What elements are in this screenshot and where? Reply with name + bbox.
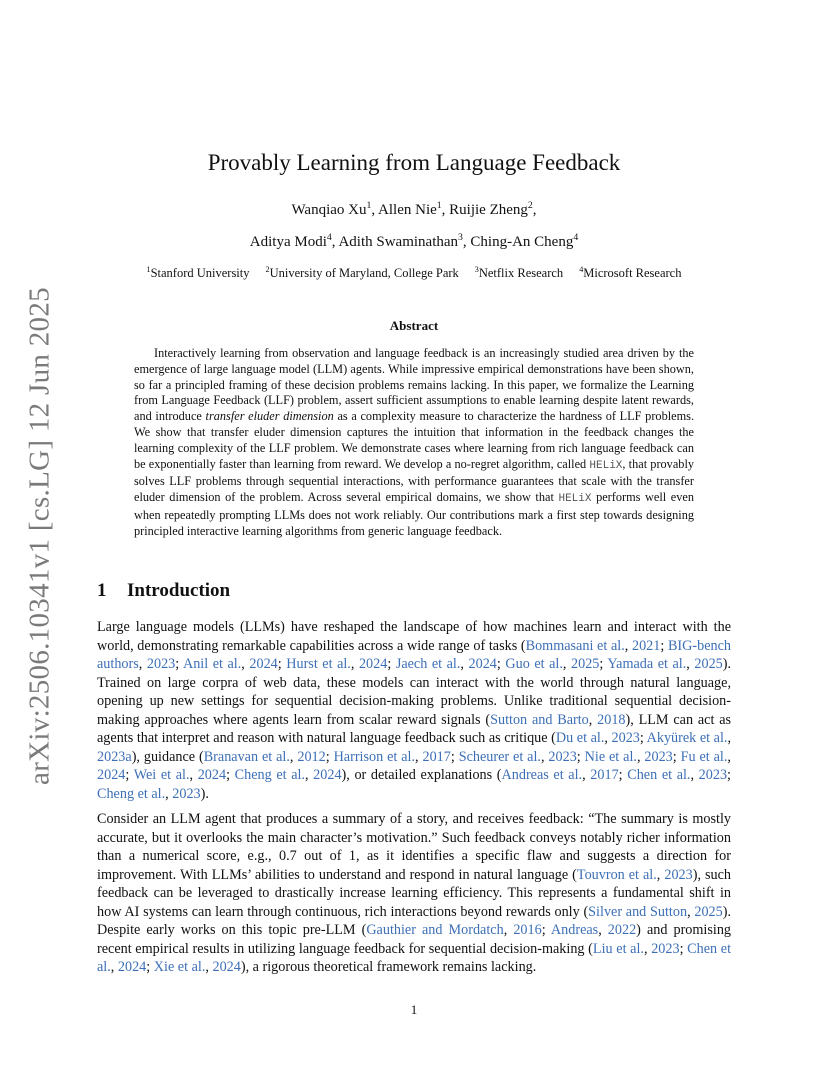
citation-link[interactable]: Yamada et al.	[607, 656, 687, 672]
paragraph-text: ;	[576, 748, 585, 765]
paragraph-text: ,	[415, 748, 423, 765]
abstract-text: Interactively learning from observation and language feedback is an increasingly studied area driven by the emergence of large language model (LLM) agents. While impressive empirical demonstrations have been shown, so far a principled framing of these decision problems remains lacking. In this paper, we formalize the Learning from Language Feedback (LLF) problem, assert sufficient assumptions to enable learning despite latent rewards, and introduce	[134, 346, 694, 424]
citation-link[interactable]: 2023	[651, 940, 680, 957]
paragraph-text: ,	[110, 959, 118, 975]
arxiv-stamp: arXiv:2506.10341v1 [cs.LG] 12 Jun 2025	[23, 287, 56, 785]
citation-link[interactable]: 2012	[297, 748, 326, 765]
citation-link[interactable]: Guo et al.	[505, 656, 563, 672]
citation-link[interactable]: Harrison et al.	[333, 748, 416, 765]
citation-link[interactable]: 2025	[694, 656, 723, 672]
citation-link[interactable]: 2022	[607, 922, 637, 938]
abstract-text: , that provably solves LLF problems through sequential interactions, with performance guarantees that scale with the transfer eluder dimension of the problem. Across several empirical domains, we show that	[134, 456, 695, 505]
paragraph-text: ;	[727, 767, 731, 783]
citation-link[interactable]: 2025	[694, 903, 723, 920]
paragraph-text: ;	[660, 637, 668, 654]
paragraph-text: ) and promising recent empirical results in utilizing language feedback for sequential decision-making (	[97, 922, 732, 957]
paragraph-text: Consider an LLM agent that produces a summary of a story, and receives feedback: “The summary is mostly accurate, but it overlooks the main character’s motivation.” Such feedback conveys notably richer information than a numerical score, e.g., 0.7 out of 1, as it identifies a specific flaw and suggests a direction for improvement. With LLMs’ abilities to understand and respond in natural language (	[97, 811, 731, 883]
paragraph-text: ;	[496, 656, 506, 672]
citation-link[interactable]: Bommasani et al.	[525, 637, 625, 654]
citation-link[interactable]: 2024	[197, 767, 227, 783]
paragraph-text: ).	[200, 785, 209, 802]
algorithm-name: HELiX	[589, 459, 623, 472]
affiliation-marker: 2	[265, 265, 270, 274]
algorithm-name: HELiX	[558, 493, 592, 506]
citation-link[interactable]: Cheng et al.	[97, 785, 166, 802]
paragraph-text: ,	[165, 785, 173, 802]
citation-link[interactable]: Branavan et al.	[203, 748, 290, 765]
paragraph-text: ,	[686, 656, 695, 672]
citation-link[interactable]: 2023	[172, 785, 201, 802]
citation-link[interactable]: Cheng et al.	[234, 767, 305, 783]
citation-link[interactable]: Fu et al.	[680, 748, 728, 765]
paragraph-text: ;	[450, 748, 459, 765]
paragraph-text: ,	[636, 748, 645, 765]
affiliation	[579, 266, 681, 280]
paragraph-text: ,	[138, 656, 147, 672]
citation-link[interactable]: 2024	[313, 767, 342, 783]
intro-paragraph-1	[97, 618, 731, 803]
citation-link[interactable]: Gauthier and Mordatch	[366, 922, 504, 938]
affiliation	[266, 266, 459, 280]
citation-link[interactable]: 2023	[611, 730, 640, 746]
citation-link[interactable]: 2023	[698, 767, 728, 783]
citation-link[interactable]: 2023	[664, 866, 693, 883]
paragraph-text: ;	[639, 730, 647, 746]
author-separator: ,	[441, 202, 450, 218]
affiliation-name: Netflix Research	[478, 266, 564, 281]
citation-link[interactable]: 2024	[212, 959, 241, 975]
intro-paragraph-2	[97, 810, 731, 977]
abstract-text: performs well even when repeatedly prompting LLMs does not work reliably. Our contributions mark a first step towards designing principled interactive learning algorithms from generic language feedback.	[134, 490, 695, 538]
paragraph-text: ,	[656, 866, 665, 883]
citation-link[interactable]: 2023	[146, 656, 176, 672]
paragraph-text: ,	[460, 656, 469, 672]
paper-title: Provably Learning from Language Feedback	[207, 150, 621, 175]
citation-link[interactable]: Andreas	[550, 922, 599, 938]
citation-link[interactable]: 2024	[358, 656, 388, 672]
citation-link[interactable]: 2024	[468, 656, 497, 672]
citation-link[interactable]: 2024	[117, 959, 147, 975]
author-affiliation-marker: 3	[458, 232, 463, 243]
citation-link[interactable]: Du et al.	[555, 730, 605, 746]
paragraph-text: ;	[277, 656, 287, 672]
paragraph-text: ,	[690, 767, 699, 783]
author-name: Allen Nie	[378, 202, 437, 218]
paragraph-text: ,	[727, 730, 731, 746]
paragraph-text: ,	[624, 637, 632, 654]
paragraph-text: ,	[604, 730, 612, 746]
citation-link[interactable]: 2017	[422, 748, 451, 765]
paragraph-text: ;	[146, 959, 154, 975]
paragraph-text: ;	[672, 748, 681, 765]
citation-link[interactable]: Nie et al.	[584, 748, 637, 765]
page-number: 1	[410, 1002, 418, 1017]
paragraph-text: ), LLM can act as agents that interpret and reason with natural language feedback such as critique (	[97, 711, 732, 746]
citation-link[interactable]: Jaech et al.	[395, 656, 461, 672]
affiliation-marker: 1	[146, 265, 151, 274]
citation-link[interactable]: 2017	[590, 767, 619, 783]
affiliation-name: Microsoft Research	[583, 266, 682, 281]
abstract-text: as a complexity measure to characterize the hardness of LLF problems. We show that transfer eluder dimension captures the intuition that information in the feedback changes the learning complexity of the LLF problem. We demonstrate cases where learning from rich language feedback can be exponentially faster than learning from reward. We develop a no-regret algorithm, called	[134, 409, 695, 471]
paragraph-text: ,	[727, 748, 731, 765]
citation-link[interactable]: 2024	[249, 656, 278, 672]
author-affiliation-marker: 4	[326, 232, 332, 243]
author-name: Ching-An Cheng	[470, 234, 574, 250]
section-number: 1	[97, 580, 107, 601]
author-separator: ,	[462, 234, 471, 250]
paragraph-text: ;	[679, 940, 688, 957]
paragraph-text: ;	[325, 748, 334, 765]
paragraph-text: ), a rigorous theoretical framework remains lacking.	[240, 959, 537, 975]
affiliation-marker: 3	[474, 265, 479, 274]
abstract-body	[134, 346, 694, 540]
author-affiliation-marker: 2	[527, 200, 533, 211]
affiliation	[475, 266, 563, 280]
citation-link[interactable]: Anil et al.	[182, 656, 242, 672]
author-affiliation-marker: 1	[366, 200, 372, 211]
citation-link[interactable]: Chen et al.	[97, 940, 732, 975]
citation-link[interactable]: 2023	[548, 748, 577, 765]
paragraph-text: ,	[562, 656, 571, 672]
citation-link[interactable]: Sutton and Barto	[490, 711, 589, 728]
paragraph-text: ). Trained on large corpra of web data, these models can interact with the world through natural language, opening up new settings for sequential decision-making problems. Unlike traditional sequential decision-making approaches where agents learn from scalar reward signals (	[97, 656, 732, 728]
paragraph-text: ;	[599, 656, 608, 672]
author-separator: ,	[331, 234, 339, 250]
author-affiliation-marker: 4	[573, 232, 579, 243]
paragraph-text: ,	[582, 767, 591, 783]
author-name: Adith Swaminathan	[338, 234, 459, 250]
citation-link[interactable]: Wei et al.	[133, 767, 190, 783]
paragraph-text: ,	[241, 656, 250, 672]
paragraph-text: ;	[387, 656, 396, 672]
author-name: Ruijie Zheng	[449, 202, 528, 218]
citation-link[interactable]: Andreas et al.	[501, 767, 583, 783]
citation-link[interactable]: Hurst et al.	[286, 656, 351, 672]
author-name: Wanqiao Xu	[291, 202, 367, 218]
citation-link[interactable]: BIG-bench authors	[97, 637, 731, 672]
citation-link[interactable]: 2021	[631, 637, 661, 654]
paragraph-text: ;	[618, 767, 628, 783]
author-separator: ,	[371, 202, 379, 218]
paragraph-text: Large language models (LLMs) have reshaped the landscape of how machines learn and interact with the world, demonstrating remarkable capabilities across a wide range of tasks (	[97, 619, 731, 654]
paragraph-text: ;	[541, 922, 551, 938]
citation-link[interactable]: Touvron et al.	[576, 866, 657, 883]
author-separator: ,	[532, 202, 537, 218]
citation-link[interactable]: 2024	[97, 767, 126, 783]
citation-link[interactable]: 2023	[644, 748, 673, 765]
citation-link[interactable]: 2016	[513, 922, 542, 938]
citation-link[interactable]: Scheurer et al.	[458, 748, 541, 765]
abstract-heading: Abstract	[389, 318, 439, 333]
paragraph-text: ;	[175, 656, 183, 672]
paragraph-text: ,	[189, 767, 198, 783]
affiliation-name: Stanford University	[150, 266, 250, 281]
paragraph-text: ,	[503, 922, 514, 938]
section-title: Introduction	[127, 580, 231, 601]
paragraph-text: ;	[125, 767, 134, 783]
affiliation	[147, 266, 250, 280]
citation-link[interactable]: 2025	[571, 656, 600, 672]
paragraph-text: ,	[598, 922, 608, 938]
author-affiliation-marker: 1	[436, 200, 442, 211]
affiliation-marker: 4	[579, 265, 584, 274]
citation-link[interactable]: Akyürek et al.	[646, 730, 728, 746]
affiliation-name: University of Maryland, College Park	[269, 266, 459, 281]
paragraph-text: ,	[540, 748, 549, 765]
citation-link[interactable]: Chen et al.	[627, 767, 691, 783]
abstract-emphasis: transfer eluder dimension	[205, 409, 334, 424]
section-heading	[97, 580, 230, 602]
paragraph-text: ,	[687, 903, 695, 920]
citation-link[interactable]: 2018	[597, 711, 626, 728]
paragraph-text: ), such feedback can be leveraged to drastically increase learning efficiency. This represents a fundamental shift in how AI systems can learn through continuous, rich interactions beyond rewards only (	[97, 866, 732, 920]
citation-link[interactable]: Silver and Sutton	[588, 903, 688, 920]
paragraph-text: ;	[226, 767, 235, 783]
paragraph-text: ). Despite early works on this topic pre-LLM (	[97, 903, 731, 938]
author-list-line-1	[0, 200, 828, 219]
paragraph-text: ,	[205, 959, 213, 975]
paragraph-text: ,	[588, 711, 598, 728]
paragraph-text: ,	[643, 940, 652, 957]
citation-link[interactable]: Xie et al.	[153, 959, 206, 975]
paragraph-text: ,	[304, 767, 314, 783]
paragraph-text: ,	[289, 748, 298, 765]
citation-link[interactable]: 2023a	[97, 748, 132, 765]
paragraph-text: ,	[350, 656, 359, 672]
paragraph-text: ), or detailed explanations (	[341, 767, 502, 783]
affiliations	[0, 265, 828, 281]
paragraph-text: ), guidance (	[131, 748, 204, 765]
author-name: Aditya Modi	[249, 234, 327, 250]
author-list-line-2	[0, 232, 828, 251]
citation-link[interactable]: Liu et al.	[592, 940, 644, 957]
